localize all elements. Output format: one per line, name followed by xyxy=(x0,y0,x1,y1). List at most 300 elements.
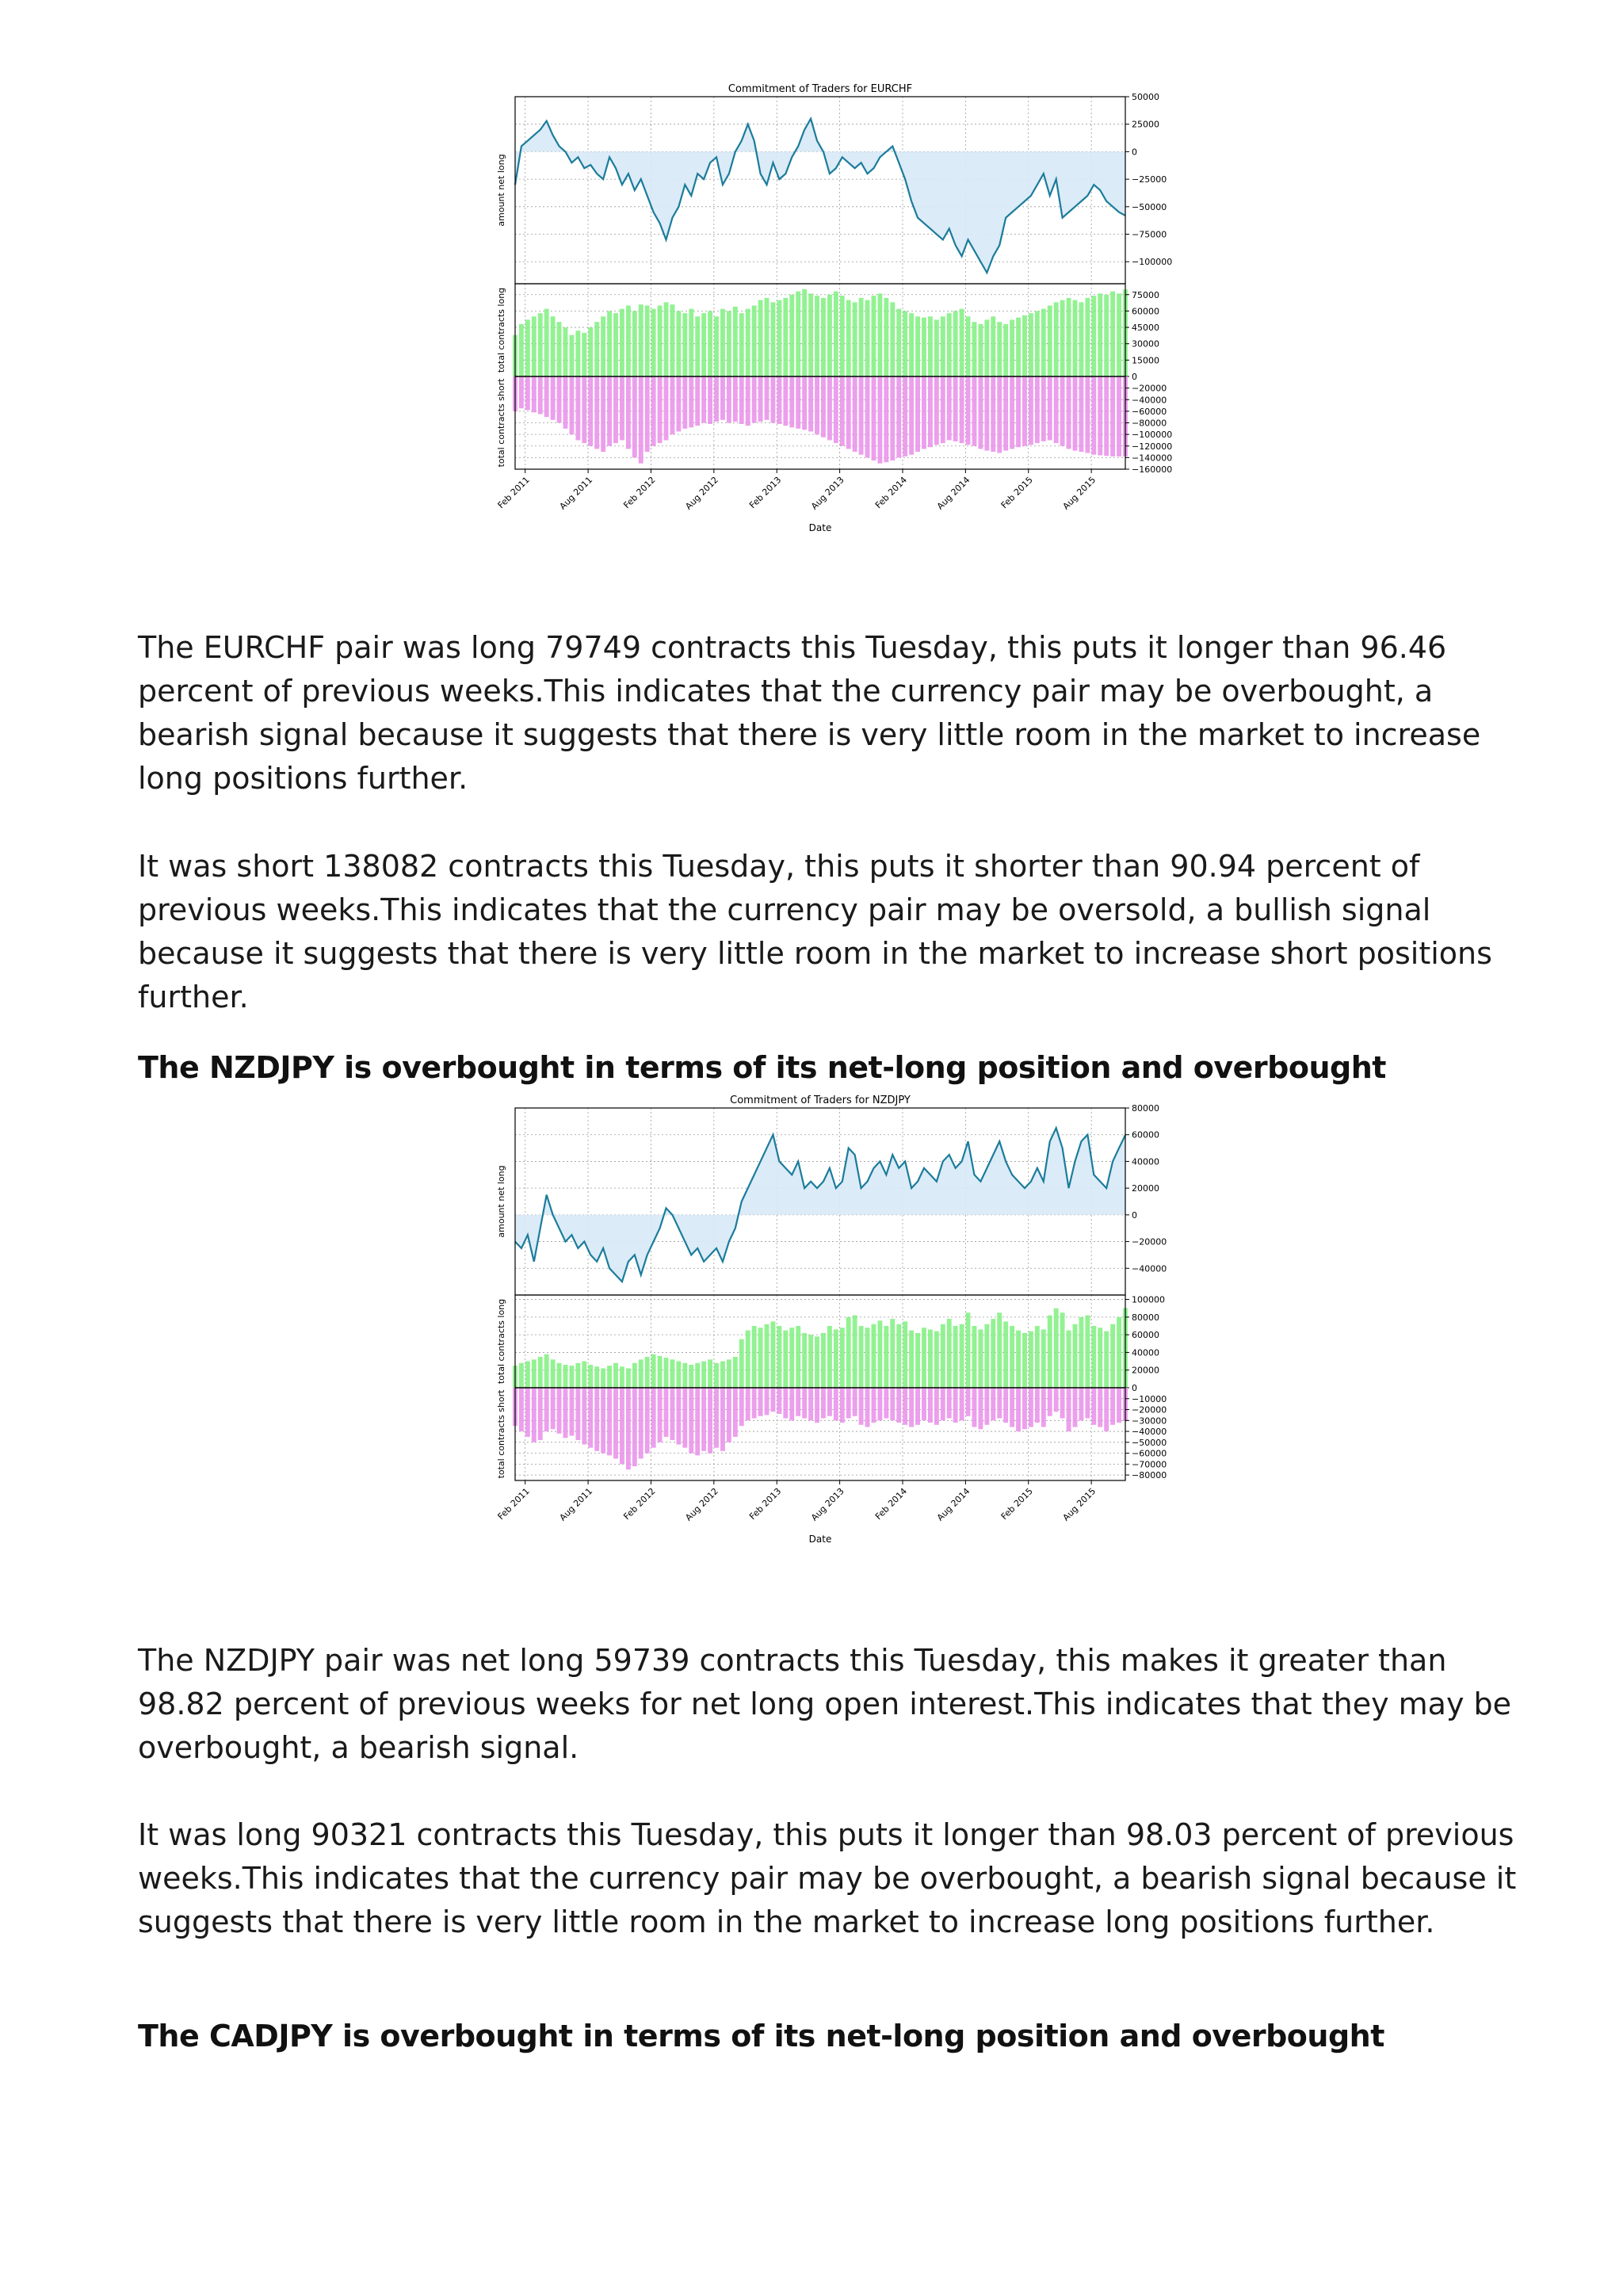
short-bar xyxy=(1098,376,1102,455)
long-bar xyxy=(877,293,882,376)
short-bar xyxy=(922,1388,926,1420)
short-bar xyxy=(978,376,983,449)
y-tick-label: −20000 xyxy=(1132,1236,1167,1247)
x-tick-label: Feb 2015 xyxy=(999,1485,1035,1522)
short-bar xyxy=(739,376,744,424)
short-bar xyxy=(525,1388,530,1437)
x-tick-label: Aug 2011 xyxy=(557,1485,595,1523)
long-bar xyxy=(746,309,750,376)
short-bar xyxy=(575,1388,580,1440)
short-bar xyxy=(802,1388,807,1419)
short-bar xyxy=(834,376,838,443)
short-bar xyxy=(777,376,781,424)
long-bar xyxy=(1029,313,1033,376)
long-bar xyxy=(601,316,605,376)
long-bar xyxy=(525,1362,530,1388)
short-bar xyxy=(846,376,851,449)
long-bar xyxy=(645,306,650,376)
short-bar xyxy=(588,376,593,446)
long-bar xyxy=(620,309,624,376)
long-bar xyxy=(808,1335,813,1388)
short-bar xyxy=(645,376,650,452)
short-bar xyxy=(532,376,537,412)
long-bar xyxy=(695,1363,700,1388)
short-bar xyxy=(840,376,845,446)
short-bar xyxy=(601,376,605,452)
short-bar xyxy=(991,376,995,452)
short-bar xyxy=(544,376,549,417)
long-bar xyxy=(853,302,857,376)
long-bar xyxy=(1029,1331,1033,1388)
long-bar xyxy=(708,311,712,376)
x-tick-label: Aug 2012 xyxy=(683,1485,720,1523)
long-bar xyxy=(607,311,612,376)
y-tick-label: 100000 xyxy=(1132,1294,1165,1305)
y-tick-label: −60000 xyxy=(1132,1448,1167,1459)
long-bar xyxy=(682,313,687,376)
short-bar xyxy=(966,1388,971,1416)
y-tick-label: 60000 xyxy=(1132,1129,1159,1140)
short-bar xyxy=(701,376,706,423)
x-tick-label: Feb 2012 xyxy=(621,474,658,511)
short-bar xyxy=(947,376,952,440)
short-bar xyxy=(859,376,864,455)
long-bar xyxy=(551,1359,556,1388)
long-bar xyxy=(872,296,876,376)
long-bar xyxy=(966,1312,971,1388)
long-bar xyxy=(607,1366,612,1388)
short-bar xyxy=(658,1388,663,1442)
cadjpy-heading: The CADJPY is overbought in terms of its net-long position and overbought xyxy=(138,2019,1384,2053)
long-bar xyxy=(1104,295,1109,376)
short-bar xyxy=(1110,1388,1115,1425)
long-bar xyxy=(1003,324,1008,376)
short-bar xyxy=(1048,1388,1052,1416)
short-bar xyxy=(877,1388,882,1420)
long-bar xyxy=(575,330,580,376)
short-bar xyxy=(639,376,643,464)
x-tick-label: Feb 2011 xyxy=(495,474,532,511)
y-tick-label: −60000 xyxy=(1132,406,1167,417)
panel-frame xyxy=(515,1388,1125,1480)
short-bar xyxy=(538,376,543,415)
long-bar xyxy=(796,292,800,376)
y-axis-label: total contracts short xyxy=(496,378,506,468)
long-bar xyxy=(771,1321,776,1388)
long-bar xyxy=(1073,300,1078,376)
y-tick-label: 45000 xyxy=(1132,323,1159,334)
short-bar xyxy=(752,376,757,423)
short-bar xyxy=(815,376,819,434)
short-bar xyxy=(739,1388,744,1426)
short-bar xyxy=(991,1388,995,1420)
short-bar xyxy=(689,376,693,427)
short-bar xyxy=(827,376,832,440)
y-tick-label: 80000 xyxy=(1132,1103,1159,1114)
long-bar xyxy=(934,319,939,376)
y-tick-label: −50000 xyxy=(1132,201,1167,212)
short-bar xyxy=(941,1388,945,1420)
y-tick-label: −40000 xyxy=(1132,395,1167,406)
short-bar xyxy=(1022,1388,1027,1429)
long-bar xyxy=(802,289,807,376)
y-tick-label: −100000 xyxy=(1132,430,1173,441)
long-bar xyxy=(651,1354,656,1388)
long-bar xyxy=(626,306,631,376)
y-tick-label: −75000 xyxy=(1132,229,1167,240)
eurchf-short-paragraph: It was short 138082 contracts this Tuesday, this puts it shorter than 90.94 percent of previous weeks.This indicates that the currency pair may be oversold, a bullish signal because it suggests that there is very little room in the market to increase short positions further. xyxy=(138,849,1492,1014)
long-bar xyxy=(613,1363,618,1388)
long-bar xyxy=(808,293,813,376)
long-bar xyxy=(1067,1331,1071,1388)
long-bar xyxy=(890,302,895,376)
long-bar xyxy=(746,1331,750,1388)
long-bar xyxy=(922,318,926,376)
y-tick-label: −120000 xyxy=(1132,441,1173,452)
x-tick-label: Aug 2013 xyxy=(809,1485,846,1523)
y-tick-label: −140000 xyxy=(1132,453,1173,464)
long-bar xyxy=(815,296,819,376)
long-bar xyxy=(682,1363,687,1388)
long-bar xyxy=(941,1324,945,1388)
long-bar xyxy=(953,311,958,376)
short-bar xyxy=(877,376,882,464)
long-bar xyxy=(639,1359,643,1388)
short-bar xyxy=(972,1388,977,1427)
y-tick-label: 20000 xyxy=(1132,1365,1159,1376)
long-bar xyxy=(783,1331,788,1388)
long-bar xyxy=(544,1354,549,1388)
short-bar xyxy=(695,376,700,426)
short-bar xyxy=(544,1388,549,1431)
eurchf-long-paragraph: The EURCHF pair was long 79749 contracts this Tuesday, this puts it longer than 96.46 percent of previous weeks.This indicates that the currency pair may be overbought, a bearish signal because it suggests that there is very little room in the market to increase long positions further. xyxy=(138,630,1481,796)
long-bar xyxy=(1048,1316,1052,1388)
short-bar xyxy=(771,1388,776,1412)
long-bar xyxy=(632,311,637,376)
long-bar xyxy=(538,1357,543,1388)
short-bar xyxy=(953,1388,958,1423)
long-bar xyxy=(796,1326,800,1388)
long-bar xyxy=(575,1363,580,1388)
short-bar xyxy=(865,376,870,457)
long-bar xyxy=(991,1319,995,1388)
long-bar xyxy=(903,311,907,376)
short-bar xyxy=(1067,1388,1071,1431)
x-tick-label: Feb 2014 xyxy=(873,474,910,511)
short-bar xyxy=(752,1388,757,1419)
long-bar xyxy=(978,1329,983,1388)
long-bar xyxy=(903,1321,907,1388)
long-bar xyxy=(538,313,543,376)
y-tick-label: 0 xyxy=(1132,1209,1137,1221)
short-bar xyxy=(582,1388,586,1445)
long-bar xyxy=(1091,1326,1096,1388)
short-bar xyxy=(519,1388,524,1431)
long-bar xyxy=(840,1328,845,1388)
chart-title: Commitment of Traders for NZDJPY xyxy=(730,1095,911,1106)
short-bar xyxy=(1073,1388,1078,1427)
short-bar xyxy=(771,376,776,423)
long-bar xyxy=(1079,1317,1083,1388)
long-bar xyxy=(613,313,618,376)
y-tick-label: 20000 xyxy=(1132,1183,1159,1194)
long-bar xyxy=(815,1336,819,1388)
long-bar xyxy=(582,333,586,376)
short-bar xyxy=(796,1388,800,1416)
long-bar xyxy=(947,313,952,376)
long-bar xyxy=(909,313,914,376)
long-bar xyxy=(620,1366,624,1388)
short-bar xyxy=(808,376,813,431)
short-bar xyxy=(1098,1388,1102,1427)
y-axis-label: total contracts short xyxy=(496,1389,506,1479)
x-axis-label: Date xyxy=(808,1534,832,1545)
short-bar xyxy=(821,376,826,437)
short-bar xyxy=(651,376,656,446)
short-bar xyxy=(1117,376,1121,457)
short-bar xyxy=(796,376,800,429)
short-bar xyxy=(746,376,750,426)
long-bar xyxy=(802,1333,807,1388)
long-bar xyxy=(1073,1324,1078,1388)
nzdjpy-net-paragraph: The NZDJPY pair was net long 59739 contracts this Tuesday, this makes it greater than 98.82 percent of previous weeks for net long open interest.This indicates that they may be overbought, a bearish signal. xyxy=(138,1643,1512,1765)
short-bar xyxy=(802,376,807,430)
short-bar xyxy=(1035,376,1040,443)
y-tick-label: −50000 xyxy=(1132,1437,1167,1448)
short-bar xyxy=(670,376,675,434)
panel-frame xyxy=(515,284,1125,376)
short-bar xyxy=(821,1388,826,1419)
long-bar xyxy=(1067,298,1071,376)
long-bar xyxy=(1110,292,1115,376)
y-tick-label: 40000 xyxy=(1132,1156,1159,1167)
short-bar xyxy=(1060,376,1065,446)
long-bar xyxy=(588,1365,593,1388)
long-bar xyxy=(714,1363,719,1388)
short-bar xyxy=(601,1388,605,1454)
short-bar xyxy=(733,1388,738,1437)
short-bar xyxy=(1010,1388,1014,1427)
long-bar xyxy=(1098,1328,1102,1388)
long-bar xyxy=(1110,1324,1115,1388)
long-bar xyxy=(997,1312,1002,1388)
short-bar xyxy=(846,1388,851,1419)
long-bar xyxy=(758,1328,763,1388)
short-bar xyxy=(676,376,681,431)
short-bar xyxy=(928,1388,933,1423)
long-bar xyxy=(1085,298,1090,376)
short-bar xyxy=(1035,1388,1040,1423)
long-bar xyxy=(827,295,832,376)
long-bar xyxy=(569,335,574,376)
short-bar xyxy=(834,1388,838,1420)
y-tick-label: −40000 xyxy=(1132,1263,1167,1274)
short-bar xyxy=(1079,1388,1083,1420)
long-bar xyxy=(827,1326,832,1388)
long-bar xyxy=(695,316,700,376)
long-bar xyxy=(1010,1326,1014,1388)
long-bar xyxy=(569,1366,574,1388)
long-bar xyxy=(896,1324,901,1388)
short-bar xyxy=(1054,376,1059,443)
short-bar xyxy=(1085,1388,1090,1419)
short-bar xyxy=(594,376,599,449)
long-bar xyxy=(658,306,663,376)
long-bar xyxy=(821,298,826,376)
short-bar xyxy=(689,1388,693,1454)
short-bar xyxy=(984,376,989,451)
long-bar xyxy=(915,316,920,376)
long-bar xyxy=(947,1319,952,1388)
x-tick-label: Feb 2012 xyxy=(621,1485,658,1522)
short-bar xyxy=(532,1388,537,1442)
x-tick-label: Aug 2014 xyxy=(934,474,972,512)
short-bar xyxy=(765,376,769,420)
long-bar xyxy=(557,1363,562,1388)
short-bar xyxy=(708,1388,712,1454)
short-bar xyxy=(1060,1388,1065,1419)
x-tick-label: Feb 2011 xyxy=(495,1485,532,1522)
long-bar xyxy=(727,311,731,376)
long-bar xyxy=(865,1328,870,1388)
long-bar xyxy=(859,298,864,376)
long-bar xyxy=(1079,302,1083,376)
long-bar xyxy=(664,302,669,376)
short-bar xyxy=(884,376,888,462)
long-bar xyxy=(1048,306,1052,376)
y-tick-label: −10000 xyxy=(1132,1393,1167,1404)
short-bar xyxy=(853,376,857,452)
short-bar xyxy=(519,376,524,408)
y-tick-label: 30000 xyxy=(1132,338,1159,350)
short-bar xyxy=(582,376,586,443)
short-bar xyxy=(896,1388,901,1423)
short-bar xyxy=(997,1388,1002,1419)
long-bar xyxy=(727,1359,731,1388)
y-tick-label: 40000 xyxy=(1132,1347,1159,1358)
y-tick-label: 0 xyxy=(1132,372,1137,382)
short-bar xyxy=(859,1388,864,1425)
x-tick-label: Feb 2013 xyxy=(747,1485,784,1522)
short-bar xyxy=(714,1388,719,1448)
long-bar xyxy=(777,300,781,376)
long-bar xyxy=(525,319,530,376)
short-bar xyxy=(1016,376,1021,447)
short-bar xyxy=(1110,376,1115,457)
long-bar xyxy=(664,1358,669,1388)
long-bar xyxy=(1054,302,1059,376)
short-bar xyxy=(984,1388,989,1425)
short-bar xyxy=(620,376,624,440)
x-tick-label: Aug 2015 xyxy=(1060,1485,1098,1523)
long-bar xyxy=(670,1359,675,1388)
eurchf-chart-svg xyxy=(475,79,1173,539)
short-bar xyxy=(978,1388,983,1429)
long-bar xyxy=(789,295,794,376)
short-bar xyxy=(1117,1388,1121,1423)
long-bar xyxy=(884,1326,888,1388)
short-bar xyxy=(947,1388,952,1419)
long-bar xyxy=(563,1365,568,1388)
short-bar xyxy=(903,376,907,457)
short-bar xyxy=(1016,1388,1021,1431)
y-axis-label: total contracts long xyxy=(496,1298,506,1385)
long-bar xyxy=(984,319,989,376)
long-bar xyxy=(1098,293,1102,376)
short-bar xyxy=(1041,1388,1046,1427)
long-bar xyxy=(846,300,851,376)
short-bar xyxy=(872,376,876,460)
short-bar xyxy=(758,1388,763,1416)
long-bar xyxy=(519,324,524,376)
long-bar xyxy=(752,1326,757,1388)
panel-frame xyxy=(515,1295,1125,1388)
long-bar xyxy=(1035,311,1040,376)
short-bar xyxy=(941,376,945,443)
short-bar xyxy=(966,376,971,445)
short-bar xyxy=(884,1388,888,1419)
short-bar xyxy=(682,1388,687,1448)
long-bar xyxy=(783,298,788,376)
short-bar xyxy=(551,1388,556,1429)
short-bar xyxy=(922,376,926,449)
long-bar xyxy=(626,1368,631,1388)
long-bar xyxy=(765,1324,769,1388)
long-bar xyxy=(821,1333,826,1388)
long-bar xyxy=(960,1324,964,1388)
x-tick-label: Aug 2015 xyxy=(1060,474,1098,512)
eurchf-chart xyxy=(475,79,1173,539)
long-bar xyxy=(1054,1308,1059,1388)
short-bar xyxy=(651,1388,656,1448)
y-axis-label: amount net long xyxy=(496,1165,506,1238)
short-bar xyxy=(1073,376,1078,451)
short-bar xyxy=(727,1388,731,1442)
long-bar xyxy=(1041,1329,1046,1388)
short-bar xyxy=(934,376,939,445)
short-bar xyxy=(607,1388,612,1455)
long-bar xyxy=(1016,318,1021,376)
y-tick-label: 0 xyxy=(1132,1383,1137,1393)
y-tick-label: −80000 xyxy=(1132,418,1167,429)
short-bar xyxy=(746,1388,750,1420)
short-bar xyxy=(953,376,958,441)
short-bar xyxy=(569,1388,574,1436)
short-bar xyxy=(645,1388,650,1454)
long-bar xyxy=(557,322,562,376)
y-tick-label: −20000 xyxy=(1132,383,1167,394)
x-tick-label: Feb 2015 xyxy=(999,474,1035,511)
short-bar xyxy=(928,376,933,447)
short-bar xyxy=(765,1388,769,1415)
x-tick-label: Feb 2014 xyxy=(873,1485,910,1522)
short-bar xyxy=(594,1388,599,1451)
long-bar xyxy=(1060,1312,1065,1388)
long-bar xyxy=(984,1324,989,1388)
long-bar xyxy=(714,316,719,376)
short-bar xyxy=(563,1388,568,1438)
long-bar xyxy=(708,1359,712,1388)
long-bar xyxy=(915,1333,920,1388)
short-bar xyxy=(557,1388,562,1434)
short-bar xyxy=(1079,376,1083,452)
short-bar xyxy=(727,376,731,423)
long-bar xyxy=(1117,1317,1121,1388)
short-bar xyxy=(620,1388,624,1464)
short-bar xyxy=(720,376,725,420)
short-bar xyxy=(789,1388,794,1420)
y-tick-label: 80000 xyxy=(1132,1312,1159,1323)
